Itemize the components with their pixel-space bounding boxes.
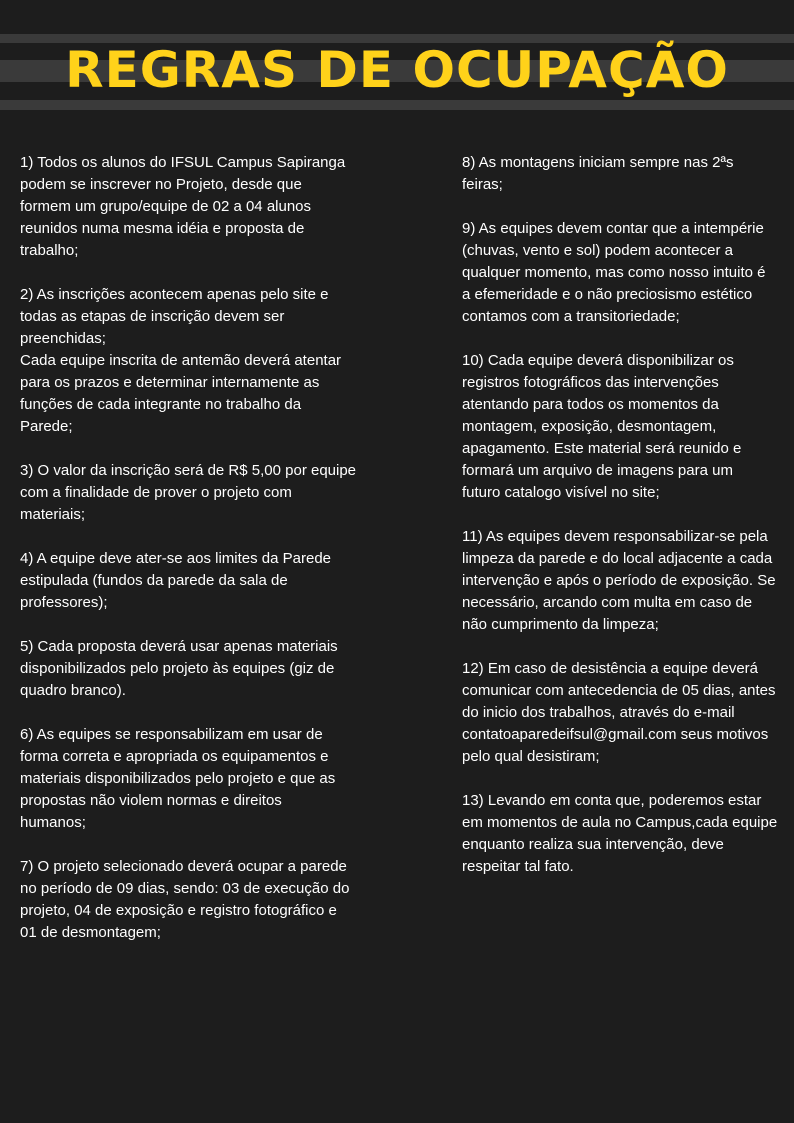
rule-11: 11) As equipes devem responsabilizar-se pela limpeza da parede e do local adjacente a cada intervenção e após o período de exposição. Se necessário, arcando com multa em caso de não cumprimento da limpeza; [462, 528, 776, 633]
rule-6: 6) As equipes se responsabilizam em usar de forma correta e apropriada os equipamentos e materiais disponibilizados pelo projeto e que as propostas não violem normas e direitos humanos; [20, 726, 336, 831]
rule-1: 1) Todos os alunos do IFSUL Campus Sapiranga podem se inscrever no Projeto, desde que formem um grupo/equipe de 02 a 04 alunos reunidos numa mesma idéia e proposta de trabalho; [20, 154, 346, 259]
rule-8: 8) As montagens iniciam sempre nas 2ªs feiras; [462, 154, 734, 193]
rule-12: 12) Em caso de desistência a equipe deverá comunicar com antecedencia de 05 dias, antes do inicio dos trabalhos, através do e-mail contatoaparedeifsul@gmail.com seus motivos pelo qual desistiram; [462, 660, 776, 765]
rules-column-right [462, 152, 788, 900]
rules-column-left [20, 152, 370, 966]
rule-5: 5) Cada proposta deverá usar apenas materiais disponibilizados pelo projeto às equipes (giz de quadro branco). [20, 638, 338, 699]
rule-4: 4) A equipe deve ater-se aos limites da Parede estipulada (fundos da parede da sala de professores); [20, 550, 332, 611]
rule-10: 10) Cada equipe deverá disponibilizar os registros fotográficos das intervenções atentando para todos os momentos da montagem, exposição, desmontagem, apagamento. Este material será reunido e formará um arquivo de imagens para um futuro catalogo visível no site; [462, 352, 742, 501]
rule-13: 13) Levando em conta que, poderemos estar em momentos de aula no Campus,cada equipe enquanto realiza sua intervenção, deve respeitar tal fato. [462, 792, 778, 875]
page-title: REGRAS DE OCUPAÇÃO [65, 41, 729, 99]
rule-2: 2) As inscrições acontecem apenas pelo site e todas as etapas de inscrição devem ser preenchidas; Cada equipe inscrita de antemão deverá atentar para os prazos e determinar internamente as funções de cada integrante no trabalho da Parede; [20, 286, 342, 435]
rule-3: 3) O valor da inscrição será de R$ 5,00 por equipe com a finalidade de prover o projeto com materiais; [20, 462, 357, 523]
rule-9: 9) As equipes devem contar que a intempérie (chuvas, vento e sol) podem acontecer a qualquer momento, mas como nosso intuito é a efemeridade e o não preciosismo estético contamos com a transitoriedade; [462, 220, 766, 325]
rule-7: 7) O projeto selecionado deverá ocupar a parede no período de 09 dias, sendo: 03 de execução do projeto, 04 de exposição e registro fotográfico e 01 de desmontagem; [20, 858, 350, 941]
